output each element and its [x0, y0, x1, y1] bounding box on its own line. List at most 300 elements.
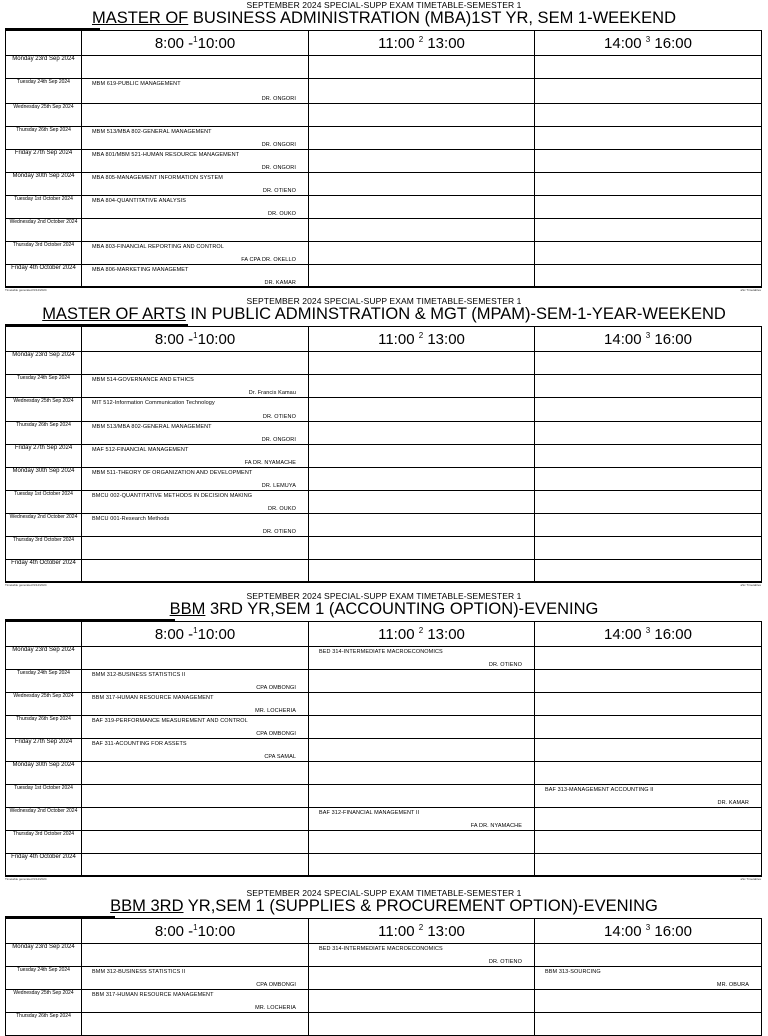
programme-title [0, 896, 768, 916]
programme-title-underlined: MASTER OF ARTS [42, 305, 186, 323]
exam-entry [82, 398, 308, 421]
exam-entry [309, 560, 534, 582]
course-name: MBA 803-FINANCIAL REPORTING AND CONTROL [92, 244, 224, 250]
exam-entry [82, 560, 308, 582]
exam-entry [309, 265, 534, 287]
exam-slot-cell [82, 716, 309, 739]
lecturer-name: DR. OTIENO [488, 662, 522, 668]
exam-entry [82, 265, 308, 287]
slot-end: 16:00 [654, 330, 692, 348]
table-row [6, 560, 762, 583]
slot-start: 11:00 [378, 922, 415, 940]
time-slot-header-3 [535, 622, 762, 647]
exam-slot-cell [309, 647, 535, 670]
day-cell: Thursday 26th Sep 2024 [6, 127, 82, 150]
table-row [6, 265, 762, 288]
course-name: BMCU 002-QUANTITATIVE METHODS IN DECISION MAKING [92, 493, 253, 499]
day-cell: Thursday 26th Sep 2024 [6, 716, 82, 739]
exam-slot-cell [82, 762, 309, 785]
exam-entry [535, 127, 761, 149]
exam-entry [82, 127, 308, 149]
lecturer-name: DR. OTIENO [488, 959, 522, 965]
lecturer-name: DR. ONGORI [261, 437, 296, 443]
course-name: MBM 513/MBA 802-GENERAL MANAGEMENT [92, 424, 212, 430]
exam-slot-cell [82, 537, 309, 560]
exam-entry [309, 445, 534, 467]
exam-slot-cell [535, 104, 762, 127]
table-row [6, 219, 762, 242]
exam-entry [535, 514, 761, 536]
exam-entry [82, 831, 308, 853]
exam-entry [82, 854, 308, 876]
lecturer-name: FA DR. NYAMACHE [244, 460, 296, 466]
table-row [6, 990, 762, 1013]
table-row [6, 196, 762, 219]
exam-slot-cell [535, 990, 762, 1013]
exam-slot-cell [535, 1013, 762, 1036]
slot-number: 2 [418, 34, 424, 44]
exam-entry [309, 127, 534, 149]
slot-start: 8:00 - [154, 34, 194, 52]
slot-end: 16:00 [654, 922, 692, 940]
table-row [6, 967, 762, 990]
exam-slot-cell [309, 127, 535, 150]
day-cell: Monday 23rd Sep 2024 [6, 647, 82, 670]
exam-slot-cell [309, 150, 535, 173]
course-name: BBM 317-HUMAN RESOURCE MANAGEMENT [92, 695, 214, 701]
exam-entry [535, 150, 761, 172]
exam-slot-cell [535, 647, 762, 670]
exam-entry [82, 352, 308, 374]
footer-software-text: aSc Timetables [740, 877, 761, 881]
exam-entry [535, 375, 761, 397]
exam-slot-cell [535, 491, 762, 514]
day-cell: Wednesday 2nd October 2024 [6, 514, 82, 537]
day-cell: Tuesday 24th Sep 2024 [6, 375, 82, 398]
exam-entry [535, 693, 761, 715]
course-name: BAF 313-MANAGEMENT ACCOUNTING II [545, 787, 654, 793]
day-cell: Wednesday 25th Sep 2024 [6, 990, 82, 1013]
exam-slot-cell [82, 854, 309, 877]
exam-slot-cell [82, 491, 309, 514]
table-row [6, 127, 762, 150]
exam-slot-cell [535, 831, 762, 854]
exam-entry [82, 537, 308, 559]
footer-generated-text: Timetable generated:9/14/2024 [5, 583, 47, 587]
slot-number: 2 [418, 922, 424, 932]
exam-entry [535, 944, 761, 966]
exam-entry [535, 739, 761, 761]
programme-title-underlined: MASTER OF [91, 9, 189, 27]
timetable-grid [5, 918, 762, 1036]
course-name: BMM 312-BUSINESS STATISTICS II [92, 672, 186, 678]
exam-slot-cell [309, 56, 535, 79]
exam-slot-cell [82, 173, 309, 196]
footer-software-text: aSc Timetables [740, 583, 761, 587]
exam-entry [535, 173, 761, 195]
exam-slot-cell [309, 944, 535, 967]
day-cell: Monday 23rd Sep 2024 [6, 56, 82, 79]
table-row [6, 79, 762, 104]
day-cell: Wednesday 25th Sep 2024 [6, 693, 82, 716]
course-name: BED 314-INTERMEDIATE MACROECONOMICS [319, 649, 443, 655]
exam-slot-cell [309, 537, 535, 560]
exam-slot-cell [535, 398, 762, 422]
exam-entry [535, 56, 761, 78]
exam-entry [309, 352, 534, 374]
exam-slot-cell [82, 739, 309, 762]
exam-slot-cell [82, 265, 309, 288]
exam-slot-cell [309, 716, 535, 739]
exam-entry [82, 104, 308, 126]
day-cell: Monday 30th Sep 2024 [6, 468, 82, 491]
exam-entry [535, 762, 761, 784]
table-row [6, 739, 762, 762]
timetable-heading: SEPTEMBER 2024 SPECIAL-SUPP EXAM TIMETABLE-SEMESTER 1 [246, 591, 522, 601]
exam-entry [309, 693, 534, 715]
exam-slot-cell [535, 944, 762, 967]
exam-entry [535, 670, 761, 692]
exam-slot-cell [309, 854, 535, 877]
timetable-grid [5, 30, 762, 288]
course-name: BMCU 001-Research Methods [92, 516, 170, 522]
exam-slot-cell [535, 242, 762, 265]
exam-entry [309, 196, 534, 218]
lecturer-name: DR. ONGORI [261, 165, 296, 171]
exam-entry [309, 808, 534, 830]
exam-slot-cell [535, 537, 762, 560]
corner-cell [6, 622, 82, 647]
slot-start: 14:00 [604, 330, 642, 348]
exam-slot-cell [309, 242, 535, 265]
lecturer-name: DR. OTIENO [262, 529, 296, 535]
exam-slot-cell [309, 967, 535, 990]
exam-entry [535, 265, 761, 287]
exam-slot-cell [535, 79, 762, 104]
table-row [6, 375, 762, 398]
table-row [6, 854, 762, 877]
slot-number: 3 [645, 34, 651, 44]
exam-entry [82, 647, 308, 669]
exam-slot-cell [309, 265, 535, 288]
table-row [6, 944, 762, 967]
day-cell: Tuesday 24th Sep 2024 [6, 967, 82, 990]
exam-slot-cell [535, 560, 762, 583]
programme-title [0, 304, 768, 324]
lecturer-name: MR. OBURA [716, 982, 749, 988]
programme-title-rest: BUSINESS ADMINISTRATION (MBA)1ST YR, SEM 1-WEEKEND [188, 9, 676, 27]
table-row [6, 831, 762, 854]
exam-slot-cell [535, 56, 762, 79]
day-cell: Tuesday 1st October 2024 [6, 785, 82, 808]
slot-start: 14:00 [604, 625, 642, 643]
exam-entry [309, 762, 534, 784]
exam-entry [535, 491, 761, 513]
table-row [6, 647, 762, 670]
exam-entry [309, 967, 534, 989]
lecturer-name: DR. OTIENO [262, 188, 296, 194]
programme-title-underlined: BBM [169, 600, 206, 618]
slot-number: 1 [193, 330, 198, 340]
exam-slot-cell [82, 560, 309, 583]
exam-slot-cell [309, 422, 535, 445]
lecturer-name: MR. LOCHERIA [255, 1005, 296, 1011]
day-cell: Friday 4th October 2024 [6, 560, 82, 583]
exam-entry [82, 468, 308, 490]
lecturer-name: DR. LEMUYA [261, 483, 296, 489]
exam-entry [309, 514, 534, 536]
exam-slot-cell [82, 219, 309, 242]
footer-generated-text: Timetable generated:9/14/2024 [5, 288, 47, 292]
table-row [6, 716, 762, 739]
table-row [6, 242, 762, 265]
time-slot-header-1 [82, 31, 309, 56]
section-footer-rule [5, 581, 761, 583]
slot-number: 3 [645, 330, 651, 340]
exam-entry [309, 831, 534, 853]
course-name: MBM 511-THEORY OF ORGANIZATION AND DEVELOPMENT [92, 470, 253, 476]
exam-entry [309, 739, 534, 761]
exam-entry [535, 560, 761, 582]
course-name: MBA 804-QUANTITATIVE ANALYSIS [92, 198, 186, 204]
exam-entry [535, 808, 761, 830]
exam-entry [82, 944, 308, 966]
exam-entry [309, 647, 534, 669]
programme-title [0, 599, 768, 619]
exam-slot-cell [309, 352, 535, 375]
exam-slot-cell [309, 104, 535, 127]
exam-slot-cell [82, 150, 309, 173]
slot-number: 1 [193, 625, 198, 635]
slot-number: 3 [645, 922, 651, 932]
exam-slot-cell [82, 1013, 309, 1036]
day-cell: Thursday 3rd October 2024 [6, 537, 82, 560]
time-slot-header-2 [309, 31, 535, 56]
programme-title-rest: YR,SEM 1 (SUPPLIES & PROCUREMENT OPTION)-EVENING [183, 897, 658, 915]
course-name: MBM 619-PUBLIC MANAGEMENT [92, 81, 181, 87]
exam-entry [309, 79, 534, 103]
lecturer-name: DR. KAMAR [717, 800, 749, 806]
exam-entry [309, 219, 534, 241]
exam-slot-cell [309, 739, 535, 762]
time-slot-header-2 [309, 622, 535, 647]
table-row [6, 785, 762, 808]
exam-slot-cell [82, 422, 309, 445]
exam-slot-cell [82, 242, 309, 265]
lecturer-name: DR. ONGORI [261, 142, 296, 148]
exam-slot-cell [535, 670, 762, 693]
programme-title [0, 8, 768, 28]
exam-entry [82, 670, 308, 692]
exam-entry [309, 990, 534, 1012]
course-name: MBA 806-MARKETING MANAGEMET [92, 267, 189, 273]
exam-entry [82, 491, 308, 513]
slot-end: 10:00 [197, 625, 236, 643]
exam-entry [82, 242, 308, 264]
day-cell: Friday 4th October 2024 [6, 265, 82, 288]
lecturer-name: DR. OUKO [268, 506, 296, 512]
section-footer-rule [5, 875, 761, 877]
exam-slot-cell [82, 79, 309, 104]
exam-slot-cell [82, 785, 309, 808]
exam-entry [309, 422, 534, 444]
time-slot-header-2 [309, 919, 535, 944]
time-slot-header-3 [535, 327, 762, 352]
footer-generated-text: Timetable generated:9/14/2024 [5, 877, 47, 881]
exam-entry [535, 196, 761, 218]
slot-number: 1 [193, 34, 198, 44]
corner-cell [6, 919, 82, 944]
table-row [6, 56, 762, 79]
exam-entry [535, 468, 761, 490]
slot-start: 8:00 - [154, 625, 194, 643]
exam-slot-cell [82, 693, 309, 716]
footer-software-text: aSc Timetables [740, 288, 761, 292]
day-cell: Wednesday 25th Sep 2024 [6, 104, 82, 127]
exam-slot-cell [535, 352, 762, 375]
exam-slot-cell [535, 785, 762, 808]
exam-entry [309, 854, 534, 876]
exam-entry [82, 990, 308, 1012]
day-cell: Thursday 3rd October 2024 [6, 242, 82, 265]
exam-slot-cell [535, 854, 762, 877]
exam-slot-cell [82, 56, 309, 79]
exam-entry [535, 104, 761, 126]
course-name: MBM 514-GOVERNANCE AND ETHICS [92, 377, 194, 383]
day-cell: Wednesday 2nd October 2024 [6, 219, 82, 242]
timetable-grid [5, 621, 762, 877]
table-row [6, 173, 762, 196]
lecturer-name: CPA SAMAL [264, 754, 296, 760]
exam-entry [309, 242, 534, 264]
exam-slot-cell [82, 831, 309, 854]
exam-slot-cell [82, 445, 309, 468]
exam-slot-cell [535, 127, 762, 150]
day-cell: Tuesday 1st October 2024 [6, 491, 82, 514]
day-cell: Friday 27th Sep 2024 [6, 739, 82, 762]
exam-entry [309, 173, 534, 195]
exam-entry [535, 716, 761, 738]
course-name: BBM 317-HUMAN RESOURCE MANAGEMENT [92, 992, 214, 998]
lecturer-name: FA DR. NYAMACHE [470, 823, 522, 829]
course-name: MAF 512-FINANCIAL MANAGEMENT [92, 447, 189, 453]
course-name: BED 314-INTERMEDIATE MACROECONOMICS [319, 946, 443, 952]
exam-entry [82, 219, 308, 241]
corner-cell [6, 327, 82, 352]
timetable-heading: SEPTEMBER 2024 SPECIAL-SUPP EXAM TIMETABLE-SEMESTER 1 [246, 296, 522, 306]
exam-slot-cell [535, 967, 762, 990]
exam-entry [535, 647, 761, 669]
header-row [6, 919, 762, 944]
table-row [6, 670, 762, 693]
slot-number: 1 [193, 922, 198, 932]
exam-entry [82, 150, 308, 172]
section-footer-rule [5, 286, 761, 288]
table-row [6, 1013, 762, 1036]
exam-slot-cell [535, 693, 762, 716]
exam-entry [309, 537, 534, 559]
exam-slot-cell [535, 150, 762, 173]
exam-slot-cell [309, 990, 535, 1013]
lecturer-name: Dr. Francis Kamau [248, 390, 296, 396]
exam-slot-cell [309, 445, 535, 468]
table-row [6, 693, 762, 716]
slot-end: 13:00 [427, 330, 465, 348]
table-row [6, 762, 762, 785]
exam-entry [309, 56, 534, 78]
exam-slot-cell [535, 422, 762, 445]
lecturer-name: CPA OMBONGI [256, 731, 296, 737]
exam-entry [82, 79, 308, 103]
exam-slot-cell [82, 670, 309, 693]
exam-entry [535, 352, 761, 374]
table-row [6, 491, 762, 514]
exam-entry [82, 196, 308, 218]
time-slot-header-2 [309, 327, 535, 352]
table-row [6, 514, 762, 537]
exam-slot-cell [309, 491, 535, 514]
exam-entry [535, 831, 761, 853]
exam-slot-cell [82, 352, 309, 375]
exam-entry [535, 445, 761, 467]
slot-end: 16:00 [654, 625, 692, 643]
exam-entry [82, 422, 308, 444]
table-row [6, 808, 762, 831]
header-row [6, 327, 762, 352]
exam-slot-cell [82, 398, 309, 422]
slot-number: 3 [645, 625, 651, 635]
header-row [6, 31, 762, 56]
exam-entry [82, 739, 308, 761]
lecturer-name: DR. OUKO [268, 211, 296, 217]
slot-start: 8:00 - [154, 922, 194, 940]
exam-entry [82, 716, 308, 738]
slot-start: 14:00 [604, 34, 642, 52]
exam-entry [309, 491, 534, 513]
exam-entry [82, 1013, 308, 1035]
exam-entry [309, 398, 534, 421]
slot-end: 10:00 [197, 922, 236, 940]
exam-slot-cell [82, 808, 309, 831]
lecturer-name: CPA OMBONGI [256, 685, 296, 691]
exam-entry [82, 56, 308, 78]
slot-end: 13:00 [427, 34, 465, 52]
time-slot-header-1 [82, 327, 309, 352]
exam-slot-cell [309, 173, 535, 196]
exam-entry [309, 716, 534, 738]
exam-entry [309, 1013, 534, 1035]
exam-entry [535, 854, 761, 876]
timetable-heading: SEPTEMBER 2024 SPECIAL-SUPP EXAM TIMETABLE-SEMESTER 1 [246, 0, 522, 10]
slot-number: 2 [418, 625, 424, 635]
time-slot-header-1 [82, 622, 309, 647]
day-cell: Thursday 26th Sep 2024 [6, 1013, 82, 1036]
slot-start: 11:00 [378, 330, 415, 348]
exam-slot-cell [82, 196, 309, 219]
exam-slot-cell [535, 808, 762, 831]
exam-entry [535, 79, 761, 103]
table-row [6, 150, 762, 173]
exam-entry [535, 537, 761, 559]
day-cell: Monday 30th Sep 2024 [6, 173, 82, 196]
slot-end: 10:00 [197, 34, 236, 52]
header-row [6, 622, 762, 647]
exam-slot-cell [309, 398, 535, 422]
slot-start: 8:00 - [154, 330, 194, 348]
exam-entry [82, 785, 308, 807]
exam-slot-cell [309, 219, 535, 242]
exam-slot-cell [309, 762, 535, 785]
